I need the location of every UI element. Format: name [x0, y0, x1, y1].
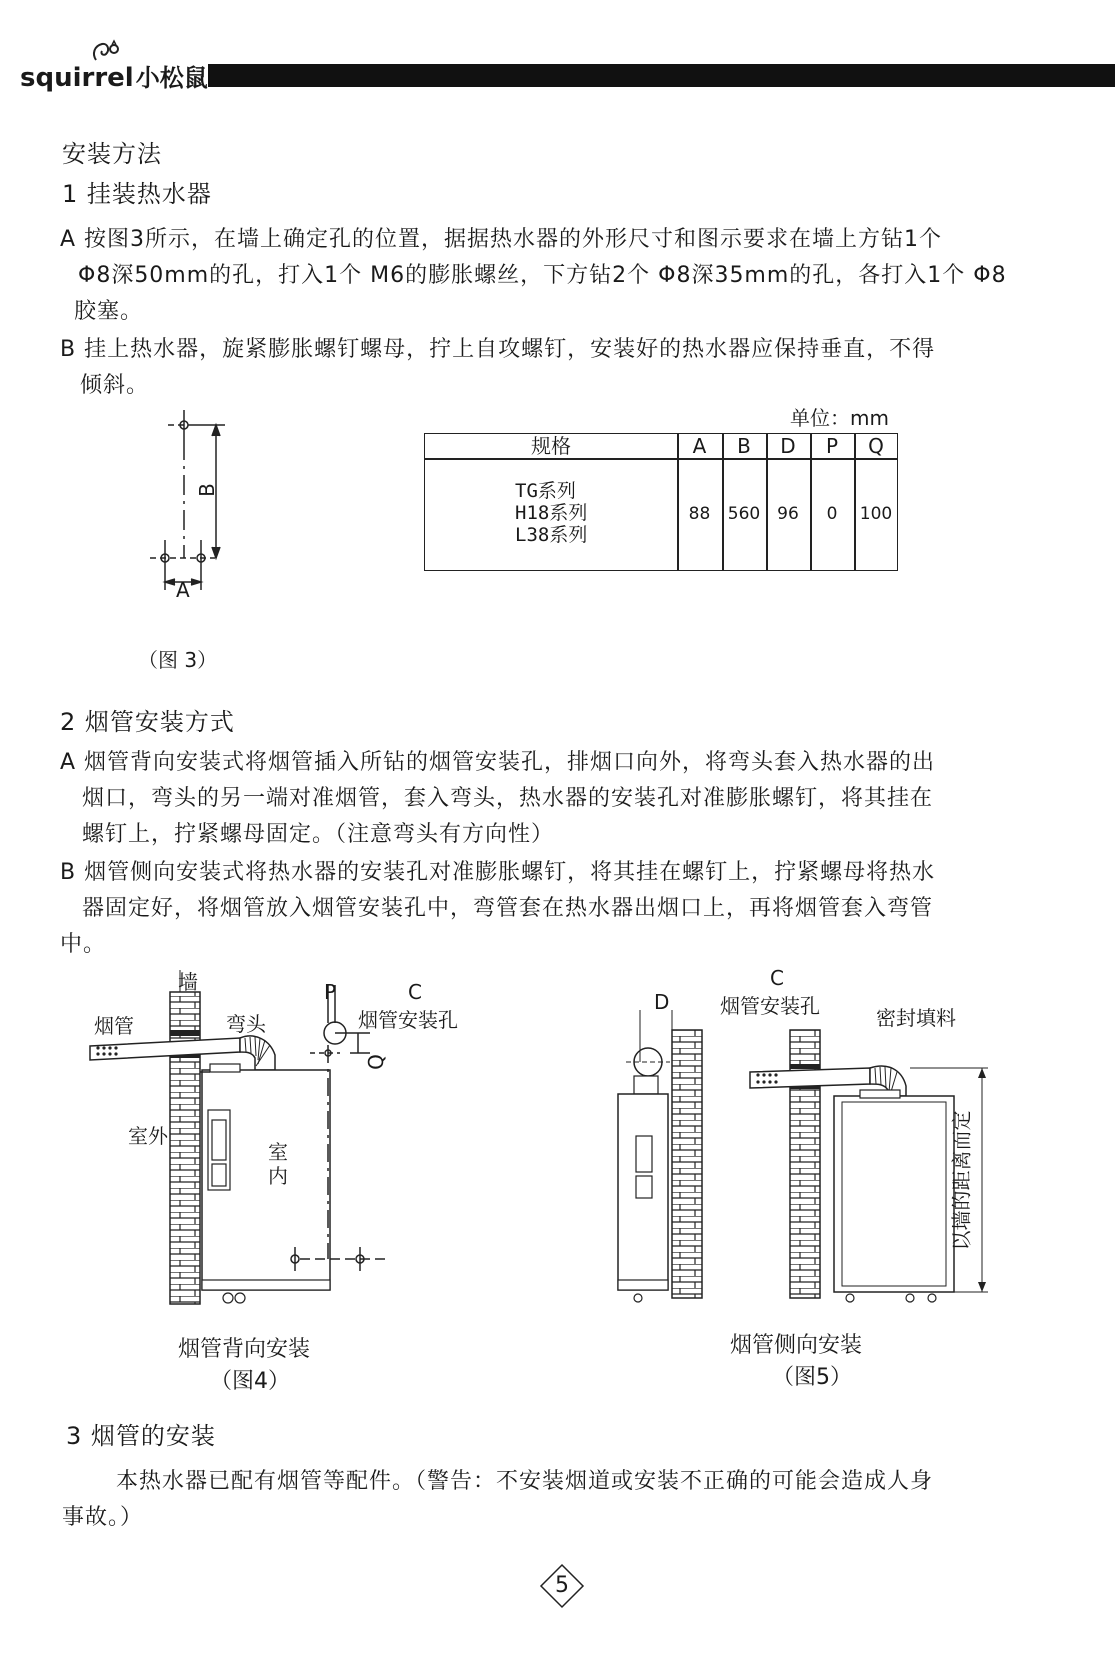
fig5-number: （图5） — [772, 1365, 852, 1390]
spec-table — [424, 433, 898, 571]
fig5-hole-label: 烟管安装孔 — [720, 994, 820, 1018]
val-q: 100 — [859, 504, 893, 524]
th-q: Q — [868, 434, 884, 458]
fig3-diagram — [150, 410, 230, 610]
model-tg: TG系列 — [515, 480, 576, 502]
s2-a-line-1: A 烟管背向安装式将烟管插入所钻的烟管安装孔，排烟口向外，将弯头套入热水器的出 — [60, 750, 936, 775]
fig5-caption: 烟管侧向安装 — [730, 1333, 863, 1358]
brand-latin: squirrel — [20, 63, 134, 93]
fig4-q-label: Q — [363, 1054, 388, 1070]
fig5-seal-label: 密封填料 — [876, 1006, 956, 1030]
s1-a-line-3: 胶塞。 — [74, 299, 144, 324]
s2-b-line-2: 器固定好，将烟管放入烟管安装孔中，弯管套在热水器出烟口上，再将烟管套入弯管 — [82, 896, 934, 921]
th-b: B — [737, 434, 751, 458]
fig4-elbow-label: 弯头 — [226, 1012, 266, 1036]
th-p: P — [825, 434, 839, 458]
s1-b-line-2: 倾斜。 — [80, 373, 150, 398]
model-l38: L38系列 — [515, 524, 588, 546]
fig4-wall-label: 墙 — [178, 970, 198, 994]
s2-a-line-3: 螺钉上，拧紧螺母固定。（注意弯头有方向性） — [82, 822, 555, 847]
fig4-outdoor-label: 室外 — [128, 1124, 168, 1148]
section-title: 安装方法 — [62, 140, 162, 168]
val-p: 0 — [826, 504, 838, 524]
fig4-indoor-label: 室内 — [268, 1140, 288, 1188]
fig4-p-label: P — [324, 980, 337, 1004]
th-spec: 规格 — [531, 434, 571, 458]
fig3-label-b: B — [194, 483, 219, 497]
s1-title: 1 挂装热水器 — [62, 180, 212, 208]
s3-title: 3 烟管的安装 — [66, 1422, 216, 1450]
fig3-label-a: A — [176, 578, 190, 602]
s1-a-line-2: Φ8深50mm的孔，打入1个 M6的膨胀螺丝，下方钻2个 Φ8深35mm的孔，各打入1个 Φ8 — [78, 263, 1007, 288]
model-h18: H18系列 — [515, 502, 588, 524]
header-bar — [208, 64, 1115, 87]
s3-line-1: 本热水器已配有烟管等配件。（警告：不安装烟道或安装不正确的可能会造成人身 — [116, 1469, 934, 1494]
fig4-pipe-label: 烟管 — [94, 1014, 134, 1038]
fig4-c-label: C — [408, 980, 422, 1004]
model-list — [515, 480, 587, 546]
fig5-distance-label: 以墙的距离而定 — [949, 1110, 974, 1251]
fig5-diagram — [610, 1000, 990, 1310]
s2-title: 2 烟管安装方式 — [60, 708, 235, 736]
fig4-number: （图4） — [210, 1369, 290, 1394]
th-d: D — [780, 434, 796, 458]
s1-a-line-1: A 按图3所示，在墙上确定孔的位置，据据热水器的外形尺寸和图示要求在墙上方钻1个 — [60, 227, 943, 252]
val-d: 96 — [777, 504, 799, 524]
fig4-caption: 烟管背向安装 — [178, 1337, 311, 1362]
fig5-d-label: D — [654, 990, 670, 1014]
th-a: A — [692, 434, 707, 458]
fig3-caption: （图 3） — [138, 648, 218, 672]
val-b: 560 — [727, 504, 761, 524]
fig4-hole-label: 烟管安装孔 — [358, 1008, 458, 1032]
s2-b-line-3: 中。 — [60, 932, 107, 957]
s1-b-line-1: B 挂上热水器，旋紧膨胀螺钉螺母，拧上自攻螺钉，安装好的热水器应保持垂直，不得 — [60, 337, 936, 362]
s2-a-line-2: 烟口，弯头的另一端对准烟管，套入弯头，热水器的安装孔对准膨胀螺钉，将其挂在 — [82, 786, 934, 811]
val-a: 88 — [688, 504, 711, 524]
page-number: 5 — [555, 1573, 569, 1598]
table-unit: 单位：mm — [790, 406, 889, 430]
s2-b-line-1: B 烟管侧向安装式将热水器的安装孔对准膨胀螺钉，将其挂在螺钉上，拧紧螺母将热水 — [60, 860, 936, 885]
s3-line-2: 事故。） — [62, 1505, 144, 1530]
squirrel-logo-icon — [90, 40, 130, 64]
brand-cn: 小松鼠 — [135, 64, 208, 92]
fig5-c-label: C — [770, 966, 784, 990]
